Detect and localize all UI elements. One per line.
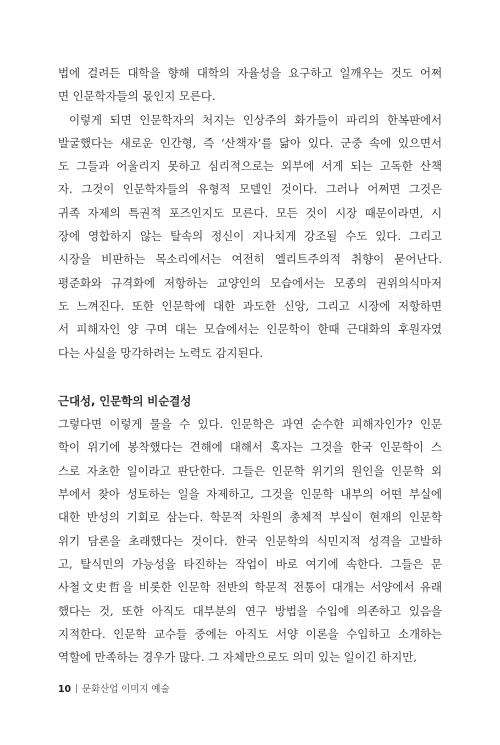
paragraph-flaneur — [58, 109, 442, 365]
text-line: 지적한다. 인문학 교수들 중에는 아직도 서양 이론을 수입하고 소개하는 — [58, 626, 442, 641]
text-line: 서 피해자인 양 구며 대는 모습에서는 인문학이 한때 근대화의 후원자였 — [58, 322, 442, 337]
text-line: 시장을 비판하는 목소리에서는 여전히 엘리트주의적 취향이 묻어난다. — [58, 252, 442, 267]
text-line: 도 느껴진다. 또한 인문학에 대한 과도한 신앙, 그리고 시장에 저항하면 — [58, 298, 442, 313]
text-line: 그렇다면 이렇게 물을 수 있다. 인문학은 과연 순수한 피해자인가? 인문 — [58, 417, 442, 432]
text-line: 장에 영합하지 않는 탈속의 정신이 지나치게 강조될 수도 있다. 그리고 — [58, 229, 442, 244]
section-heading: 근대성, 인문학의 비순결성 — [58, 393, 192, 408]
text-line: 스로 자초한 일이라고 판단한다. 그들은 인문학 위기의 원인을 인문학 외 — [58, 463, 442, 478]
text-line: 학이 위기에 봉착했다는 견해에 대해서 혹자는 그것을 한국 인문학이 스 — [58, 440, 442, 455]
text-line: 다는 사실을 망각하려는 노력도 감지된다. — [58, 345, 264, 360]
paragraph-impurity — [58, 413, 442, 669]
text-line: 자. 그것이 인문학자들의 유형적 모델인 것이다. 그러나 어쩌면 그것은 — [58, 182, 442, 197]
running-title: 문화산업 이미지 예술 — [82, 684, 170, 695]
text-line: 부에서 찾아 성토하는 일을 자제하고, 그것을 인문학 내부의 어떤 부실에 — [58, 487, 442, 502]
paragraph-continuation — [58, 62, 442, 109]
text-line: 역할에 만족하는 경우가 많다. 그 자체만으로도 의미 있는 일이긴 하지만, — [58, 650, 417, 665]
text-line: 사철文史哲을 비롯한 인문학 전반의 학문적 전통이 대개는 서양에서 유래 — [58, 580, 442, 595]
page-number: 10 — [58, 684, 72, 695]
text-line: 도 그들과 어울리지 못하고 심리적으로는 외부에 서게 되는 고독한 산책 — [58, 159, 442, 174]
text-line: 했다는 것, 또한 아직도 대부분의 연구 방법을 수입에 의존하고 있음을 — [58, 603, 442, 618]
text-line: 고, 탈식민의 가능성을 타진하는 작업이 바로 여기에 속한다. 그들은 문 — [58, 556, 442, 571]
page-footer — [58, 681, 170, 695]
text-line: 법에 걸려든 대학을 향해 대학의 자율성을 요구하고 일깨우는 것도 어쩌 — [58, 66, 442, 80]
text-line: 발굴했다는 새로운 인간형, 즉 ‘산책자’를 닮아 있다. 군중 속에 있으면서 — [58, 135, 442, 150]
text-line: 면 인문학자들의 몫인지 모른다. — [58, 89, 216, 104]
text-line: 대한 반성의 기회로 삼는다. 학문적 차원의 총체적 부실이 현재의 인문학 — [58, 510, 442, 525]
text-line: 귀족 자제의 특권적 포즈인지도 모른다. 모든 것이 시장 때문이라면, 시 — [58, 205, 442, 220]
page-body — [58, 62, 442, 669]
text-line: 위기 담론을 초래했다는 것이다. 한국 인문학의 식민지적 성격을 고발하 — [58, 533, 442, 548]
text-line: 이렇게 되면 인문학자의 처지는 인상주의 화가들이 파리의 한복판에서 — [69, 112, 442, 127]
text-line: 평준화와 규격화에 저항하는 교양인의 모습에서는 모종의 권위의식마저 — [58, 275, 442, 290]
footer-divider — [76, 684, 77, 693]
